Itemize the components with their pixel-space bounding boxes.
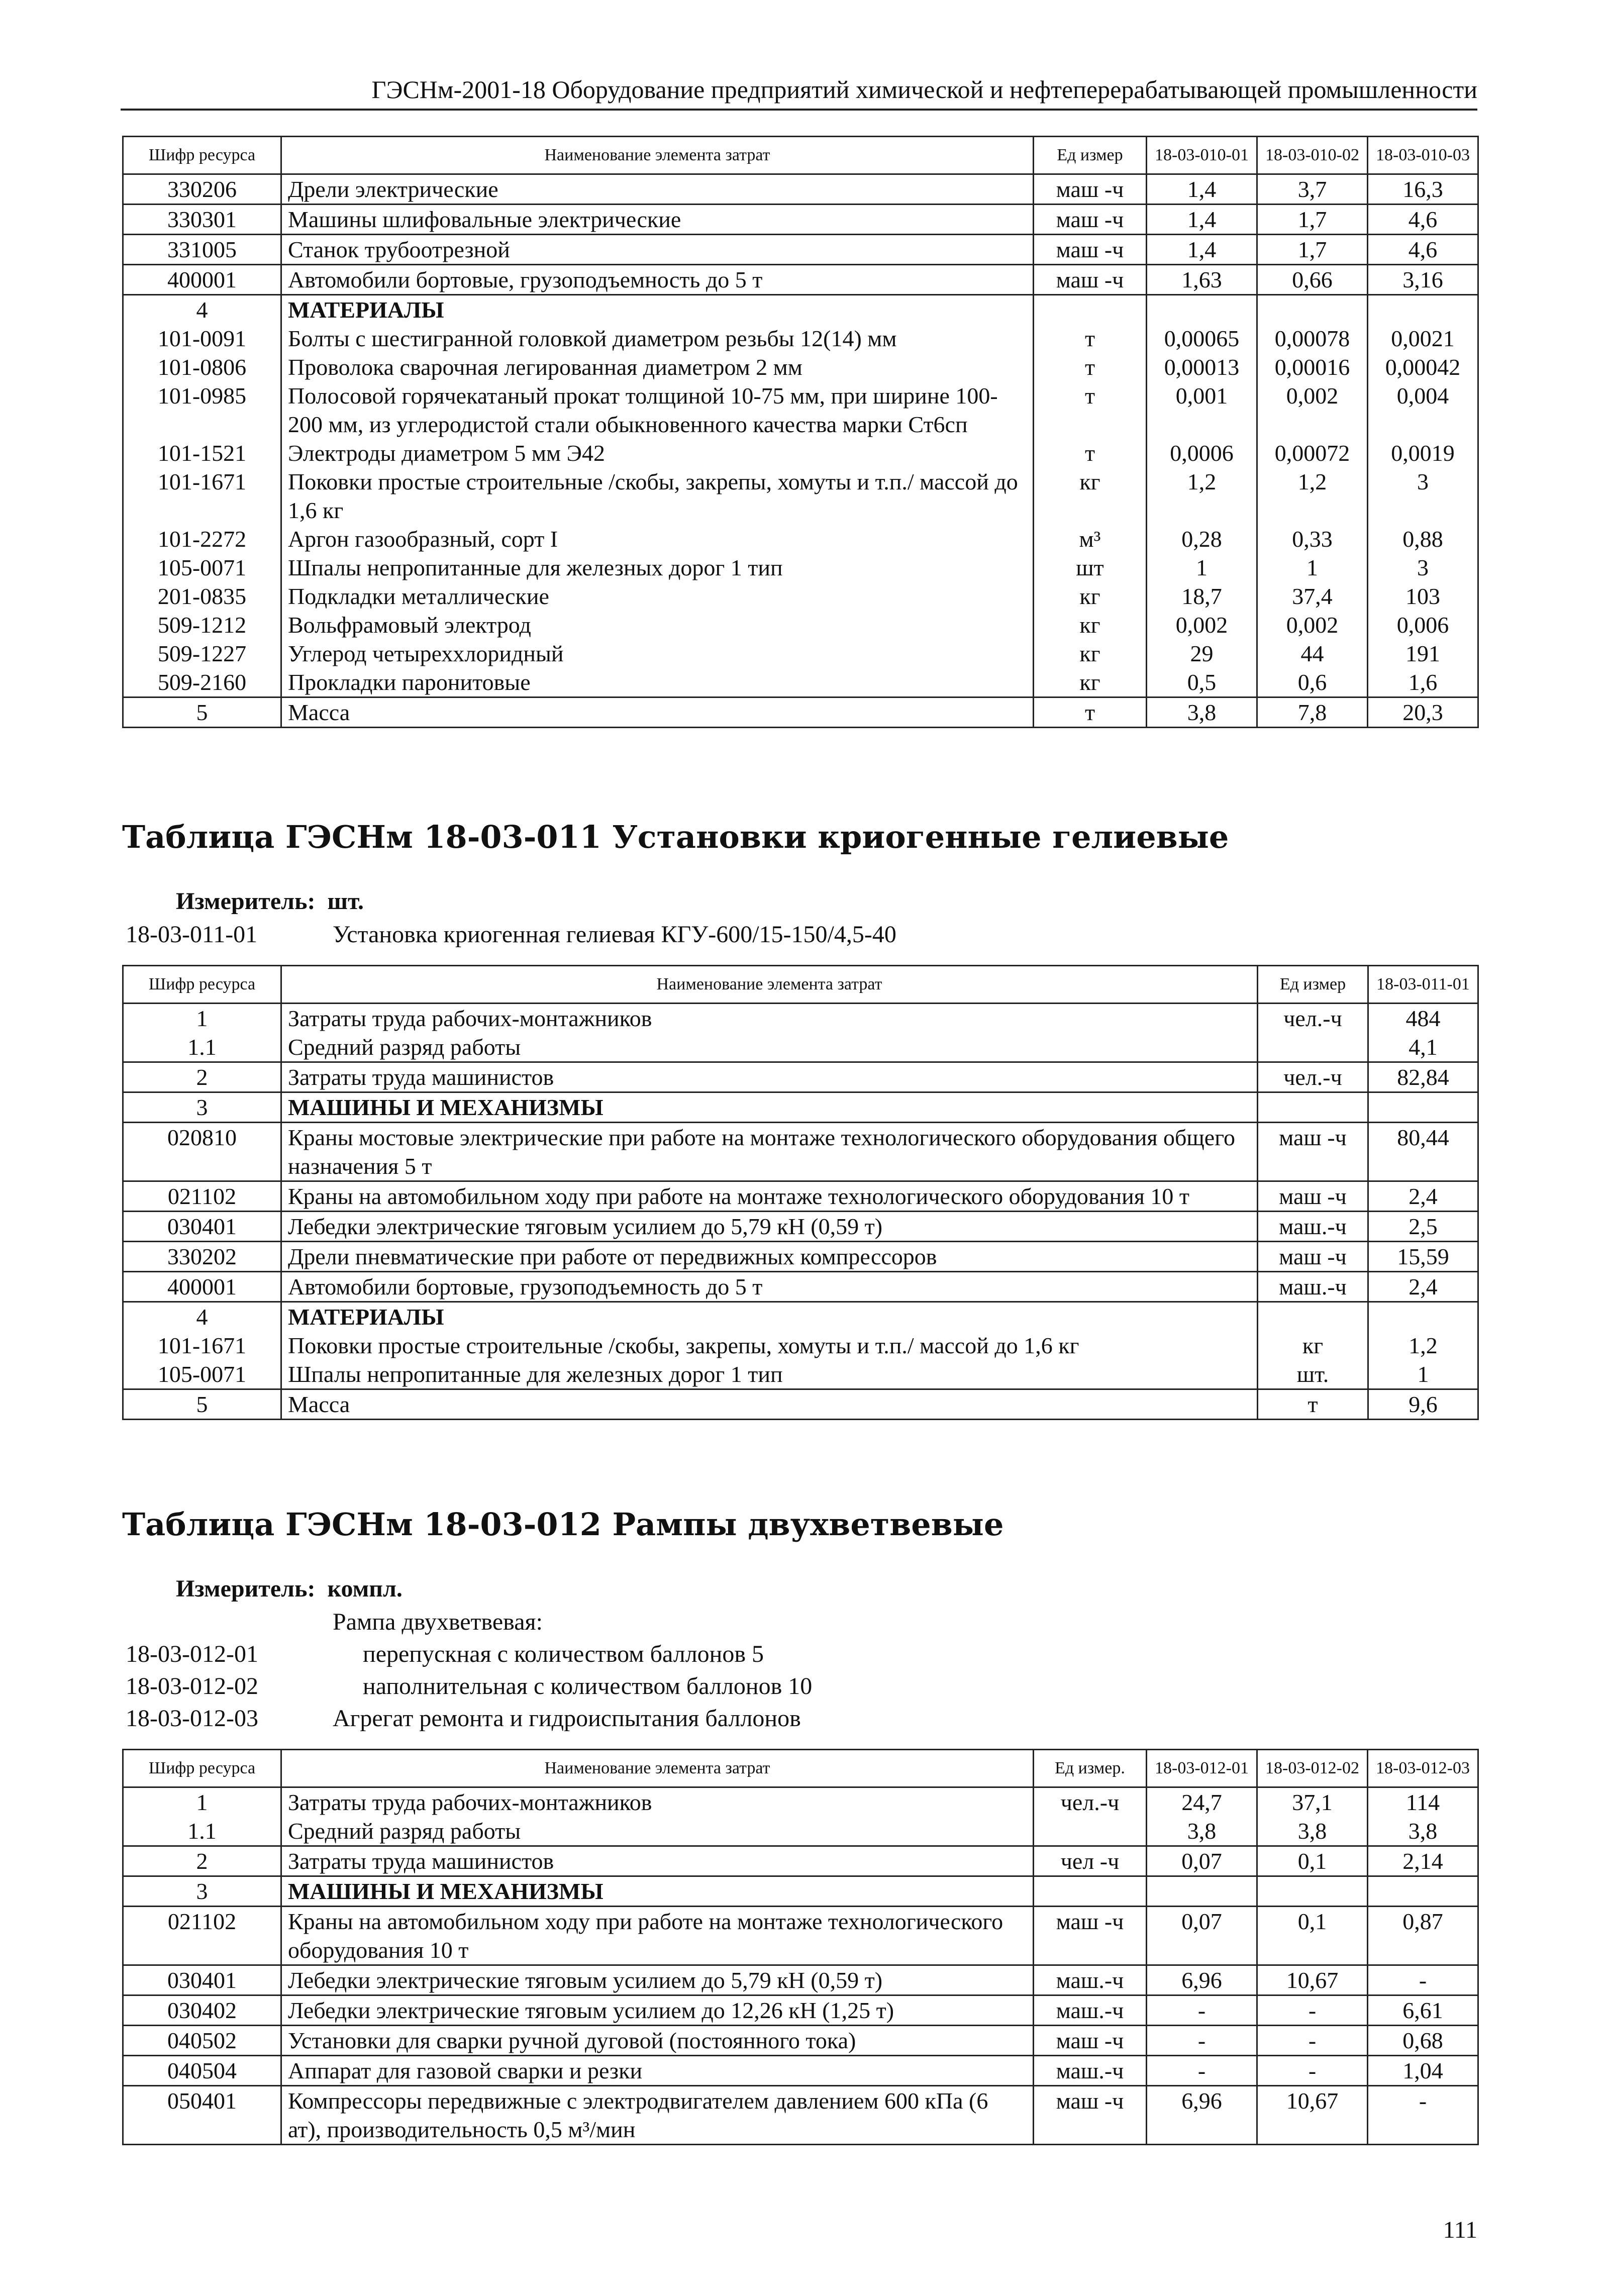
norm-value: 0,1 bbox=[1257, 1907, 1368, 1965]
resource-code: 021102 bbox=[123, 1907, 281, 1965]
norm-value: 20,3 bbox=[1368, 697, 1478, 728]
norm-value bbox=[1147, 295, 1257, 325]
resource-unit: чел.-ч bbox=[1258, 1004, 1368, 1033]
norm-value: 0,006 bbox=[1368, 611, 1478, 639]
table-row bbox=[123, 1907, 1478, 1965]
norm-value: 3,8 bbox=[1257, 1817, 1368, 1846]
resource-name: Автомобили бортовые, грузоподъемность до 5 т bbox=[281, 265, 1034, 295]
col-header-norm: 18-03-011-01 bbox=[1368, 966, 1478, 1004]
norm-item-name: наполнительная с количеством баллонов 10 bbox=[363, 1673, 813, 1700]
norm-value: 1,2 bbox=[1368, 1331, 1478, 1360]
table-row bbox=[123, 2086, 1478, 2145]
norm-value: 29 bbox=[1147, 639, 1257, 668]
resource-code: 2 bbox=[123, 1062, 281, 1092]
table-row bbox=[123, 525, 1478, 553]
table-row bbox=[123, 611, 1478, 639]
norm-value bbox=[1368, 1302, 1478, 1332]
page-number: 111 bbox=[1443, 2217, 1477, 2243]
norm-value bbox=[1257, 295, 1368, 325]
resource-unit: т bbox=[1034, 439, 1147, 467]
table-row bbox=[123, 439, 1478, 467]
resource-name: Болты с шестигранной головкой диаметром резьбы 12(14) мм bbox=[281, 324, 1034, 353]
norm-value: 0,07 bbox=[1147, 1907, 1257, 1965]
norm-group-label: Рампа двухветвевая: bbox=[333, 1609, 543, 1635]
resource-code: 101-0091 bbox=[123, 324, 281, 353]
resource-name: Масса bbox=[281, 1389, 1258, 1420]
norm-value: 1,04 bbox=[1368, 2056, 1478, 2086]
norm-value: 18,7 bbox=[1147, 582, 1257, 611]
table-row bbox=[123, 1389, 1478, 1420]
table-row bbox=[123, 1787, 1478, 1817]
norm-value: - bbox=[1368, 1965, 1478, 1995]
resource-code: 330202 bbox=[123, 1242, 281, 1272]
resource-name: Автомобили бортовые, грузоподъемность до 5 т bbox=[281, 1272, 1258, 1302]
resource-name: Аппарат для газовой сварки и резки bbox=[281, 2056, 1034, 2086]
norm-item-code: 18-03-012-03 bbox=[126, 1705, 258, 1732]
resource-unit: маш.-ч bbox=[1034, 1965, 1147, 1995]
norm-value: 2,5 bbox=[1368, 1212, 1478, 1242]
col-header-norm: 18-03-012-02 bbox=[1257, 1750, 1368, 1787]
norm-value: 3,7 bbox=[1257, 174, 1368, 205]
table-header-row bbox=[123, 137, 1478, 174]
resource-unit: маш -ч bbox=[1258, 1242, 1368, 1272]
resource-name: Масса bbox=[281, 697, 1034, 728]
norm-value: 10,67 bbox=[1257, 1965, 1368, 1995]
measure-line bbox=[176, 1574, 402, 1604]
norm-value: 3,8 bbox=[1147, 697, 1257, 728]
norm-value: 0,6 bbox=[1257, 668, 1368, 697]
resource-unit bbox=[1034, 1876, 1147, 1907]
resource-code: 2 bbox=[123, 1846, 281, 1876]
resource-unit: шт. bbox=[1258, 1360, 1368, 1389]
table-row bbox=[123, 1272, 1478, 1302]
resource-code: 509-1212 bbox=[123, 611, 281, 639]
col-header-unit: Ед измер. bbox=[1034, 1750, 1147, 1787]
resource-name: Лебедки электрические тяговым усилием до 5,79 кН (0,59 т) bbox=[281, 1212, 1258, 1242]
resource-name: Электроды диаметром 5 мм Э42 bbox=[281, 439, 1034, 467]
norm-value: 1,7 bbox=[1257, 235, 1368, 265]
norm-value bbox=[1368, 1092, 1478, 1123]
norm-value: 1 bbox=[1368, 1360, 1478, 1389]
norm-value: 0,87 bbox=[1368, 1907, 1478, 1965]
table-header-row bbox=[123, 1750, 1478, 1787]
norm-value: 0,68 bbox=[1368, 2026, 1478, 2056]
table-row bbox=[123, 205, 1478, 235]
section-row bbox=[123, 1302, 1478, 1332]
measure-line bbox=[176, 886, 364, 917]
resource-code: 021102 bbox=[123, 1181, 281, 1212]
norm-value: 1,7 bbox=[1257, 205, 1368, 235]
resource-name: Проволока сварочная легированная диаметром 2 мм bbox=[281, 353, 1034, 381]
norm-value: - bbox=[1257, 1995, 1368, 2026]
norm-value: 0,004 bbox=[1368, 381, 1478, 439]
table-row bbox=[123, 1242, 1478, 1272]
section-row bbox=[123, 1092, 1478, 1123]
norm-value: 9,6 bbox=[1368, 1389, 1478, 1420]
norm-value bbox=[1368, 1876, 1478, 1907]
table-row bbox=[123, 1817, 1478, 1846]
norm-value bbox=[1147, 1876, 1257, 1907]
col-header-unit: Ед измер bbox=[1258, 966, 1368, 1004]
resource-unit: маш.-ч bbox=[1034, 2056, 1147, 2086]
resource-code: 1 bbox=[123, 1787, 281, 1817]
resource-name: Станок трубоотрезной bbox=[281, 235, 1034, 265]
col-header-code: Шифр ресурса bbox=[123, 966, 281, 1004]
table-row bbox=[123, 1033, 1478, 1062]
norm-value: 3 bbox=[1368, 553, 1478, 582]
table-body bbox=[123, 174, 1478, 728]
norm-value: 1 bbox=[1257, 553, 1368, 582]
resource-name: Углерод четыреххлоридный bbox=[281, 639, 1034, 668]
resource-name: Затраты труда рабочих-монтажников bbox=[281, 1787, 1034, 1817]
resource-table-18-03-011 bbox=[122, 965, 1479, 1420]
table-title-18-03-011: Таблица ГЭСНм 18-03-011 Установки криогенные гелиевые bbox=[122, 819, 1229, 855]
norm-value: - bbox=[1368, 2086, 1478, 2145]
section-title: МАТЕРИАЛЫ bbox=[281, 295, 1034, 325]
resource-name: Установки для сварки ручной дуговой (постоянного тока) bbox=[281, 2026, 1034, 2056]
resource-table-18-03-012 bbox=[122, 1749, 1479, 2145]
norm-value: 1,4 bbox=[1147, 174, 1257, 205]
norm-value: 103 bbox=[1368, 582, 1478, 611]
resource-code: 105-0071 bbox=[123, 553, 281, 582]
col-header-name: Наименование элемента затрат bbox=[281, 966, 1258, 1004]
table-row bbox=[123, 553, 1478, 582]
norm-value: 1 bbox=[1147, 553, 1257, 582]
resource-name: Краны мостовые электрические при работе на монтаже технологического оборудования общего назначения 5 т bbox=[281, 1123, 1258, 1181]
resource-code: 101-1671 bbox=[123, 1331, 281, 1360]
table-row bbox=[123, 639, 1478, 668]
resource-unit: т bbox=[1034, 381, 1147, 439]
table-row bbox=[123, 1965, 1478, 1995]
table-row bbox=[123, 668, 1478, 697]
table-row bbox=[123, 1360, 1478, 1389]
norm-value: 0,002 bbox=[1257, 381, 1368, 439]
resource-code: 040504 bbox=[123, 2056, 281, 2086]
resource-code: 101-1671 bbox=[123, 467, 281, 525]
norm-value: 44 bbox=[1257, 639, 1368, 668]
measure-label: Измеритель: bbox=[176, 888, 316, 915]
norm-value: 0,07 bbox=[1147, 1846, 1257, 1876]
table-row bbox=[123, 1181, 1478, 1212]
col-header-norm: 18-03-012-01 bbox=[1147, 1750, 1257, 1787]
measure-unit: шт. bbox=[327, 888, 364, 915]
norm-value: - bbox=[1147, 2026, 1257, 2056]
table-row bbox=[123, 381, 1478, 439]
resource-name: Дрели пневматические при работе от передвижных компрессоров bbox=[281, 1242, 1258, 1272]
section-title: МАТЕРИАЛЫ bbox=[281, 1302, 1258, 1332]
norm-value: 7,8 bbox=[1257, 697, 1368, 728]
resource-code: 201-0835 bbox=[123, 582, 281, 611]
resource-unit: м³ bbox=[1034, 525, 1147, 553]
resource-unit: кг bbox=[1034, 639, 1147, 668]
norm-item-code: 18-03-011-01 bbox=[126, 921, 258, 948]
resource-name: Подкладки металлические bbox=[281, 582, 1034, 611]
table-row bbox=[123, 582, 1478, 611]
resource-code: 330301 bbox=[123, 205, 281, 235]
table-row bbox=[123, 1331, 1478, 1360]
norm-value: 0,0019 bbox=[1368, 439, 1478, 467]
col-header-norm: 18-03-010-01 bbox=[1147, 137, 1257, 174]
resource-name: Шпалы непропитанные для железных дорог 1 тип bbox=[281, 553, 1034, 582]
resource-code: 509-2160 bbox=[123, 668, 281, 697]
norm-value: 3,16 bbox=[1368, 265, 1478, 295]
table-row bbox=[123, 1846, 1478, 1876]
norm-value: 2,4 bbox=[1368, 1181, 1478, 1212]
col-header-unit: Ед измер bbox=[1034, 137, 1147, 174]
measure-label: Измеритель: bbox=[176, 1575, 316, 1602]
norm-value: 0,00016 bbox=[1257, 353, 1368, 381]
resource-name: Затраты труда машинистов bbox=[281, 1846, 1034, 1876]
resource-name: Поковки простые строительные /скобы, закрепы, хомуты и т.п./ массой до 1,6 кг bbox=[281, 467, 1034, 525]
resource-code: 3 bbox=[123, 1876, 281, 1907]
table-row bbox=[123, 467, 1478, 525]
norm-value: - bbox=[1257, 2026, 1368, 2056]
resource-unit: кг bbox=[1034, 582, 1147, 611]
norm-value: 37,1 bbox=[1257, 1787, 1368, 1817]
norm-value: 16,3 bbox=[1368, 174, 1478, 205]
table-row bbox=[123, 265, 1478, 295]
norm-value: 3,8 bbox=[1147, 1817, 1257, 1846]
norm-value: - bbox=[1257, 2056, 1368, 2086]
table-body bbox=[123, 1787, 1478, 2145]
resource-name: Шпалы непропитанные для железных дорог 1 тип bbox=[281, 1360, 1258, 1389]
resource-unit: кг bbox=[1034, 611, 1147, 639]
resource-code: 1 bbox=[123, 1004, 281, 1033]
resource-unit: маш -ч bbox=[1034, 174, 1147, 205]
resource-unit: маш -ч bbox=[1034, 235, 1147, 265]
resource-unit: маш.-ч bbox=[1258, 1272, 1368, 1302]
norm-value: 1,2 bbox=[1147, 467, 1257, 525]
resource-unit bbox=[1258, 1033, 1368, 1062]
resource-code: 1.1 bbox=[123, 1817, 281, 1846]
resource-unit: маш -ч bbox=[1034, 2086, 1147, 2145]
resource-code: 101-1521 bbox=[123, 439, 281, 467]
table-row bbox=[123, 697, 1478, 728]
col-header-norm: 18-03-010-02 bbox=[1257, 137, 1368, 174]
resource-code: 509-1227 bbox=[123, 639, 281, 668]
norm-value: - bbox=[1147, 1995, 1257, 2026]
norm-value: 1,4 bbox=[1147, 205, 1257, 235]
norm-value: 6,96 bbox=[1147, 1965, 1257, 1995]
norm-value: 0,00013 bbox=[1147, 353, 1257, 381]
norm-value: 0,002 bbox=[1147, 611, 1257, 639]
table-header-row bbox=[123, 966, 1478, 1004]
table-row bbox=[123, 174, 1478, 205]
norm-value: 2,4 bbox=[1368, 1272, 1478, 1302]
norm-value: 114 bbox=[1368, 1787, 1478, 1817]
resource-unit: т bbox=[1258, 1389, 1368, 1420]
resource-code: 5 bbox=[123, 1389, 281, 1420]
resource-code: 400001 bbox=[123, 1272, 281, 1302]
resource-unit: кг bbox=[1034, 467, 1147, 525]
resource-unit bbox=[1258, 1092, 1368, 1123]
norm-value: 0,00072 bbox=[1257, 439, 1368, 467]
norm-value: 0,0021 bbox=[1368, 324, 1478, 353]
norm-value: 0,0006 bbox=[1147, 439, 1257, 467]
resource-code: 020810 bbox=[123, 1123, 281, 1181]
resource-code: 3 bbox=[123, 1092, 281, 1123]
resource-unit: шт bbox=[1034, 553, 1147, 582]
resource-unit: чел.-ч bbox=[1034, 1787, 1147, 1817]
resource-name: Краны на автомобильном ходу при работе на монтаже технологического оборудования 10 т bbox=[281, 1907, 1034, 1965]
resource-unit: маш -ч bbox=[1034, 1907, 1147, 1965]
table-row bbox=[123, 353, 1478, 381]
col-header-name: Наименование элемента затрат bbox=[281, 1750, 1034, 1787]
section-title: МАШИНЫ И МЕХАНИЗМЫ bbox=[281, 1876, 1034, 1907]
table-row bbox=[123, 2026, 1478, 2056]
resource-unit: маш -ч bbox=[1034, 205, 1147, 235]
resource-name: Прокладки паронитовые bbox=[281, 668, 1034, 697]
norm-value: 3,8 bbox=[1368, 1817, 1478, 1846]
norm-value: 1,2 bbox=[1257, 467, 1368, 525]
resource-unit: чел -ч bbox=[1034, 1846, 1147, 1876]
table-body bbox=[123, 1004, 1478, 1420]
resource-code: 101-0985 bbox=[123, 381, 281, 439]
norm-item-code: 18-03-012-01 bbox=[126, 1641, 258, 1667]
resource-name: Аргон газообразный, сорт I bbox=[281, 525, 1034, 553]
table-row bbox=[123, 1212, 1478, 1242]
resource-unit: маш -ч bbox=[1034, 265, 1147, 295]
norm-value: 2,14 bbox=[1368, 1846, 1478, 1876]
norm-value: 6,96 bbox=[1147, 2086, 1257, 2145]
norm-value: 0,33 bbox=[1257, 525, 1368, 553]
resource-unit: маш -ч bbox=[1034, 2026, 1147, 2056]
table-row bbox=[123, 235, 1478, 265]
running-head: ГЭСНм-2001-18 Оборудование предприятий химической и нефтеперерабатывающей промышленности bbox=[121, 74, 1477, 111]
table-row bbox=[123, 1062, 1478, 1092]
norm-value: 484 bbox=[1368, 1004, 1478, 1033]
resource-unit: т bbox=[1034, 697, 1147, 728]
col-header-norm: 18-03-010-03 bbox=[1368, 137, 1478, 174]
resource-code: 1.1 bbox=[123, 1033, 281, 1062]
resource-code: 030401 bbox=[123, 1212, 281, 1242]
table-row bbox=[123, 324, 1478, 353]
norm-value: 191 bbox=[1368, 639, 1478, 668]
resource-code: 400001 bbox=[123, 265, 281, 295]
norm-value: 0,002 bbox=[1257, 611, 1368, 639]
resource-unit: маш -ч bbox=[1258, 1123, 1368, 1181]
norm-item-name: перепускная с количеством баллонов 5 bbox=[363, 1641, 764, 1667]
norm-value: 80,44 bbox=[1368, 1123, 1478, 1181]
resource-table-18-03-010 bbox=[122, 136, 1479, 728]
norm-value: 0,1 bbox=[1257, 1846, 1368, 1876]
resource-code: 101-2272 bbox=[123, 525, 281, 553]
measure-unit: компл. bbox=[327, 1575, 402, 1602]
resource-code: 030401 bbox=[123, 1965, 281, 1995]
norm-value: 4,1 bbox=[1368, 1033, 1478, 1062]
resource-unit: маш.-ч bbox=[1034, 1995, 1147, 2026]
norm-value: 0,5 bbox=[1147, 668, 1257, 697]
resource-code: 040502 bbox=[123, 2026, 281, 2056]
resource-name: Краны на автомобильном ходу при работе на монтаже технологического оборудования 10 т bbox=[281, 1181, 1258, 1212]
resource-name: Вольфрамовый электрод bbox=[281, 611, 1034, 639]
norm-value: 0,88 bbox=[1368, 525, 1478, 553]
norm-value: 82,84 bbox=[1368, 1062, 1478, 1092]
norm-value: - bbox=[1147, 2056, 1257, 2086]
col-header-norm: 18-03-012-03 bbox=[1368, 1750, 1478, 1787]
norm-item-name: Установка криогенная гелиевая КГУ-600/15-150/4,5-40 bbox=[333, 921, 896, 948]
resource-unit bbox=[1034, 1817, 1147, 1846]
norm-value: 0,00042 bbox=[1368, 353, 1478, 381]
resource-name: Лебедки электрические тяговым усилием до 12,26 кН (1,25 т) bbox=[281, 1995, 1034, 2026]
norm-value: 37,4 bbox=[1257, 582, 1368, 611]
resource-unit: маш -ч bbox=[1258, 1181, 1368, 1212]
table-row bbox=[123, 1123, 1478, 1181]
resource-code: 4 bbox=[123, 295, 281, 325]
resource-name: Компрессоры передвижные с электродвигателем давлением 600 кПа (6 ат), производительность 0,5 м³/мин bbox=[281, 2086, 1034, 2145]
col-header-code: Шифр ресурса bbox=[123, 1750, 281, 1787]
section-row bbox=[123, 295, 1478, 325]
norm-value: 10,67 bbox=[1257, 2086, 1368, 2145]
resource-unit: чел.-ч bbox=[1258, 1062, 1368, 1092]
resource-name: Средний разряд работы bbox=[281, 1033, 1258, 1062]
norm-value: 4,6 bbox=[1368, 235, 1478, 265]
table-row bbox=[123, 1995, 1478, 2026]
resource-name: Дрели электрические bbox=[281, 174, 1034, 205]
resource-unit: т bbox=[1034, 324, 1147, 353]
table-row bbox=[123, 1004, 1478, 1033]
norm-value: 0,001 bbox=[1147, 381, 1257, 439]
norm-value: 15,59 bbox=[1368, 1242, 1478, 1272]
resource-name: Машины шлифовальные электрические bbox=[281, 205, 1034, 235]
norm-value: 0,28 bbox=[1147, 525, 1257, 553]
norm-value bbox=[1257, 1876, 1368, 1907]
resource-code: 101-0806 bbox=[123, 353, 281, 381]
resource-name: Поковки простые строительные /скобы, закрепы, хомуты и т.п./ массой до 1,6 кг bbox=[281, 1331, 1258, 1360]
resource-code: 030402 bbox=[123, 1995, 281, 2026]
col-header-code: Шифр ресурса bbox=[123, 137, 281, 174]
resource-name: Средний разряд работы bbox=[281, 1817, 1034, 1846]
resource-name: Полосовой горячекатаный прокат толщиной 10-75 мм, при ширине 100-200 мм, из углеродистой стали обыкновенного качества марки Ст6сп bbox=[281, 381, 1034, 439]
resource-unit: т bbox=[1034, 353, 1147, 381]
norm-value: 1,6 bbox=[1368, 668, 1478, 697]
norm-item-name: Агрегат ремонта и гидроиспытания баллонов bbox=[333, 1705, 801, 1732]
resource-code: 5 bbox=[123, 697, 281, 728]
table-title-18-03-012: Таблица ГЭСНм 18-03-012 Рампы двухветвевые bbox=[122, 1506, 1004, 1543]
resource-unit: маш.-ч bbox=[1258, 1212, 1368, 1242]
norm-value: 1,63 bbox=[1147, 265, 1257, 295]
resource-code: 330206 bbox=[123, 174, 281, 205]
section-row bbox=[123, 1876, 1478, 1907]
resource-unit: кг bbox=[1034, 668, 1147, 697]
norm-value bbox=[1368, 295, 1478, 325]
norm-value: 0,66 bbox=[1257, 265, 1368, 295]
resource-code: 4 bbox=[123, 1302, 281, 1332]
resource-unit bbox=[1258, 1302, 1368, 1332]
resource-unit: кг bbox=[1258, 1331, 1368, 1360]
norm-value: 3 bbox=[1368, 467, 1478, 525]
col-header-name: Наименование элемента затрат bbox=[281, 137, 1034, 174]
resource-name: Затраты труда машинистов bbox=[281, 1062, 1258, 1092]
resource-code: 331005 bbox=[123, 235, 281, 265]
norm-value: 0,00078 bbox=[1257, 324, 1368, 353]
norm-value: 6,61 bbox=[1368, 1995, 1478, 2026]
section-title: МАШИНЫ И МЕХАНИЗМЫ bbox=[281, 1092, 1258, 1123]
norm-value: 24,7 bbox=[1147, 1787, 1257, 1817]
table-row bbox=[123, 2056, 1478, 2086]
norm-value: 4,6 bbox=[1368, 205, 1478, 235]
resource-code: 050401 bbox=[123, 2086, 281, 2145]
norm-item-code: 18-03-012-02 bbox=[126, 1673, 258, 1700]
resource-code: 105-0071 bbox=[123, 1360, 281, 1389]
resource-name: Лебедки электрические тяговым усилием до 5,79 кН (0,59 т) bbox=[281, 1965, 1034, 1995]
resource-unit bbox=[1034, 295, 1147, 325]
norm-value: 1,4 bbox=[1147, 235, 1257, 265]
resource-name: Затраты труда рабочих-монтажников bbox=[281, 1004, 1258, 1033]
norm-value: 0,00065 bbox=[1147, 324, 1257, 353]
